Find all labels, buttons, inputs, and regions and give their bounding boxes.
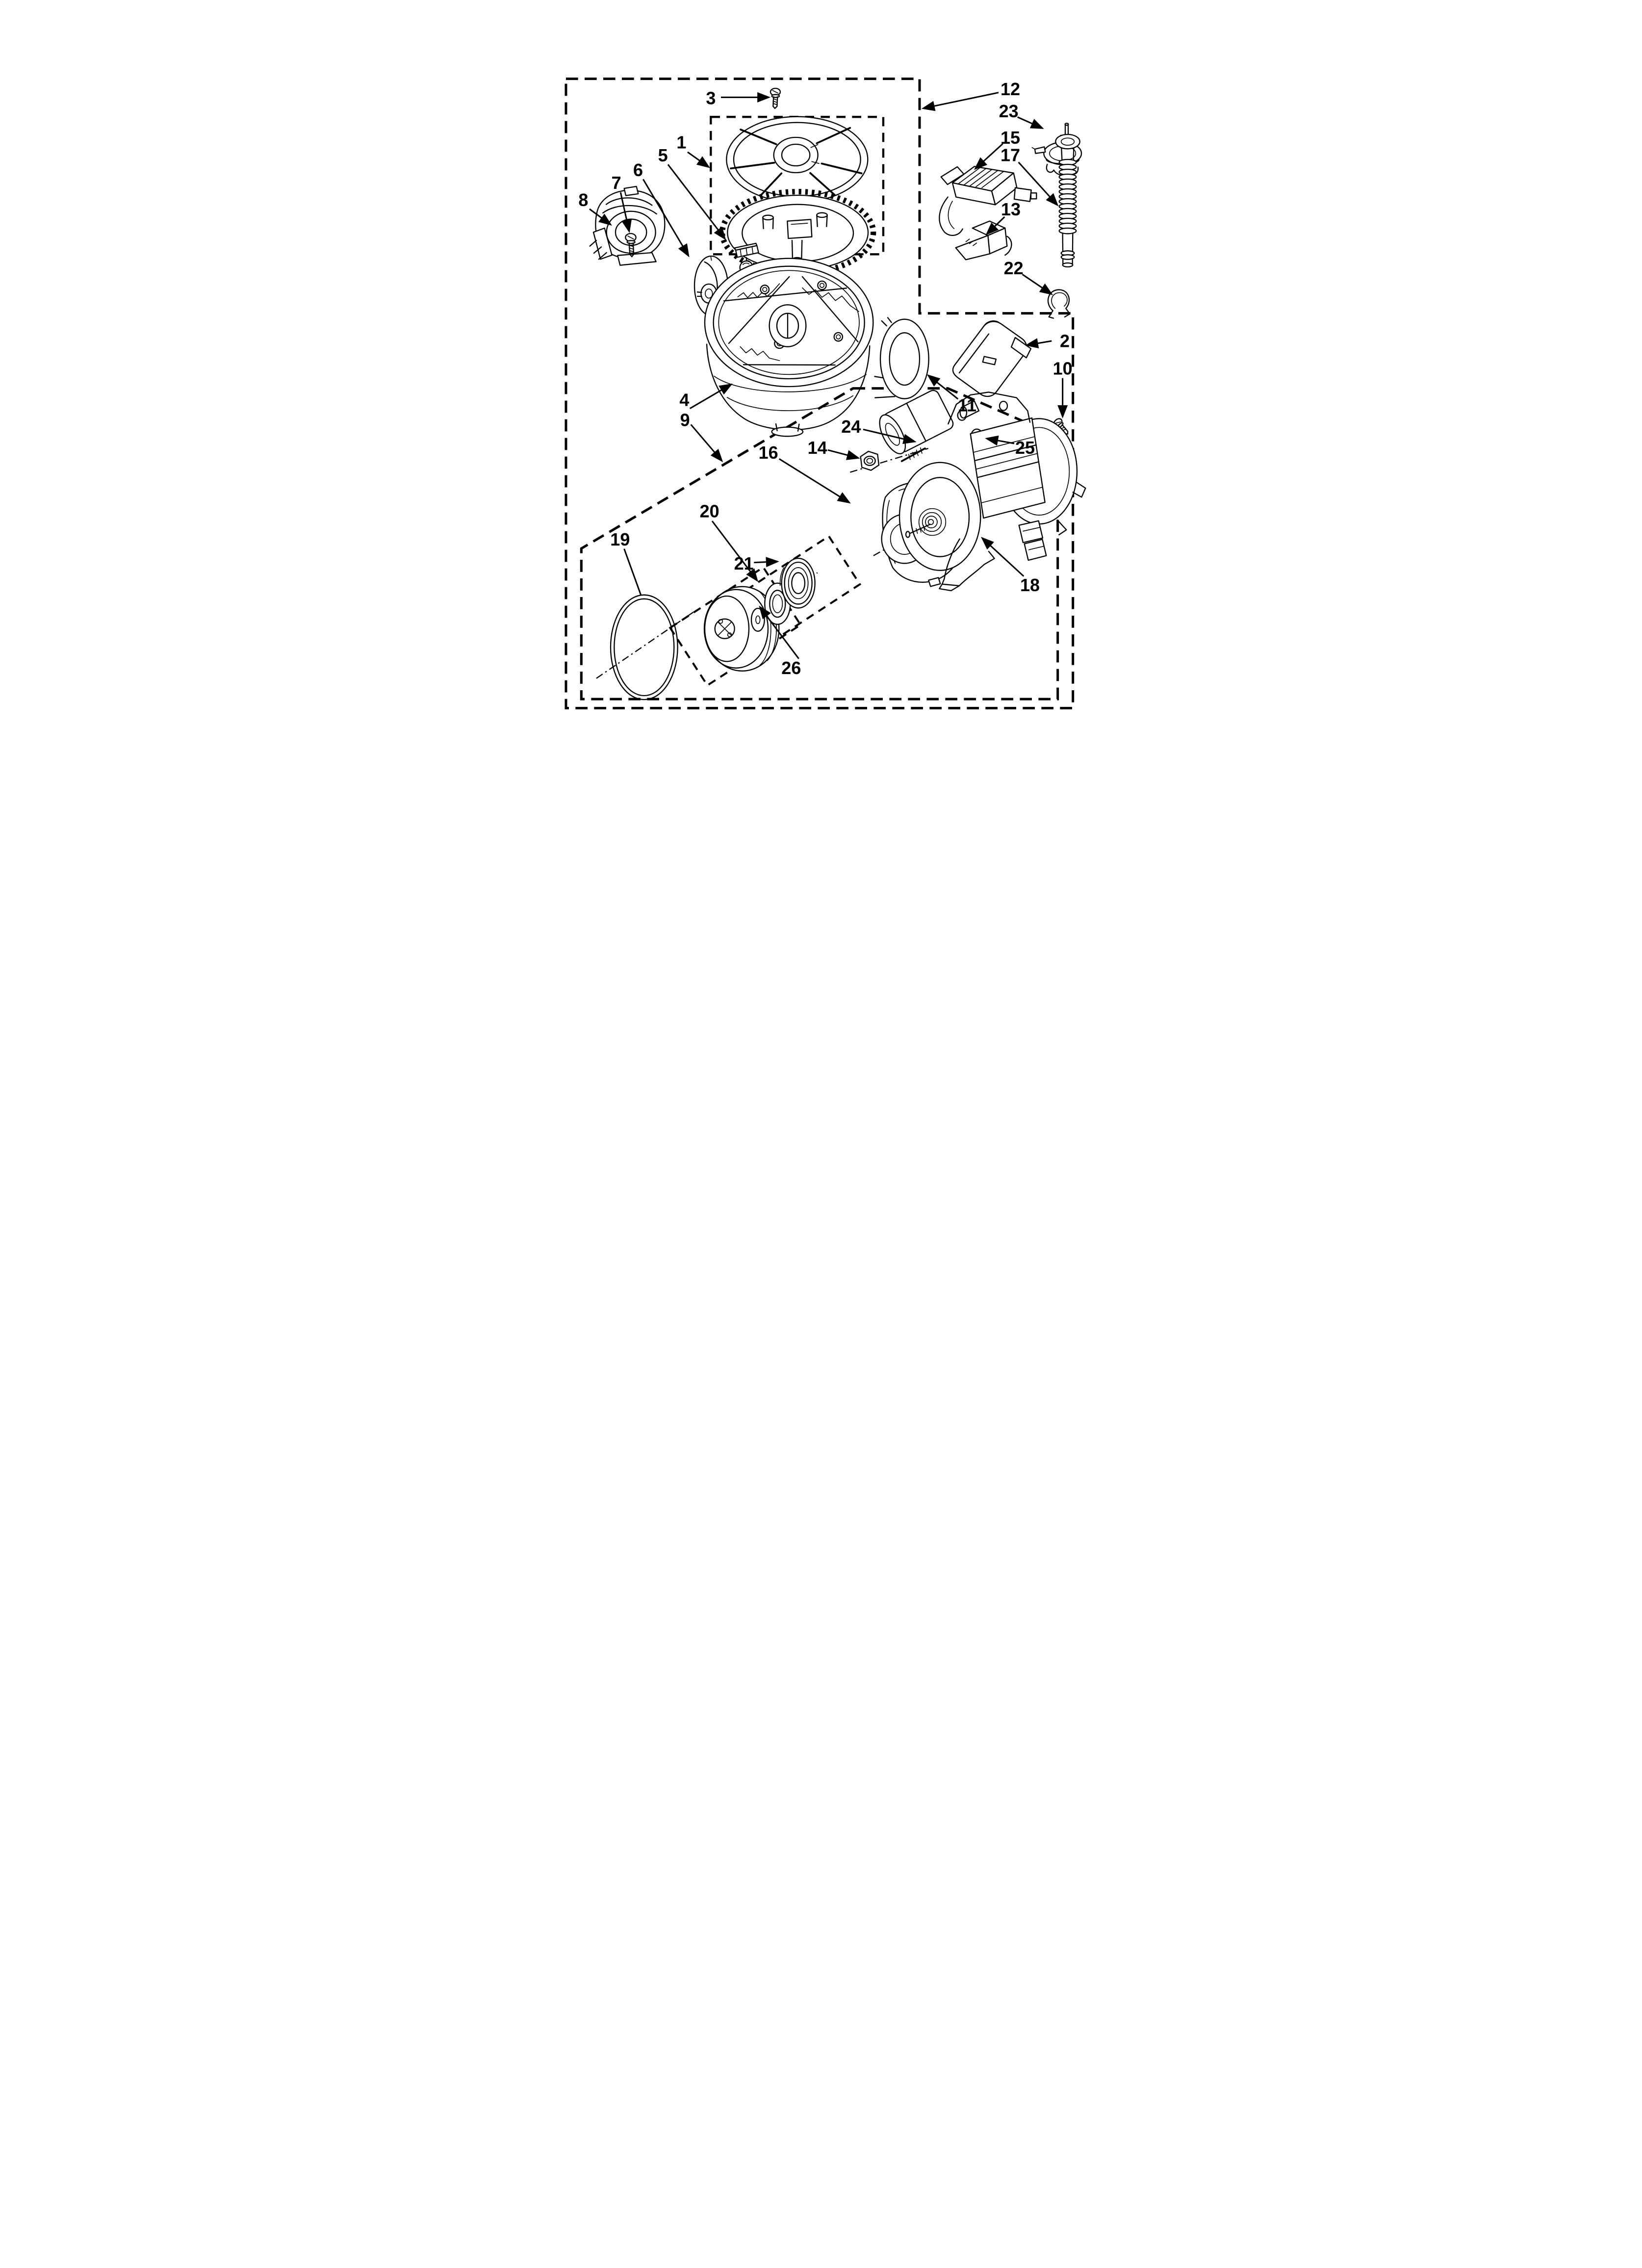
callout-leader-2 xyxy=(1027,341,1052,345)
callout-number-12: 12 xyxy=(1000,79,1021,100)
callout-leader-18 xyxy=(982,538,1024,576)
callout-leader-23 xyxy=(1018,117,1042,128)
part-19-gasket-ring xyxy=(611,595,678,700)
callout-number-18: 18 xyxy=(1020,575,1040,596)
callout-number-3: 3 xyxy=(706,88,716,108)
callout-number-8: 8 xyxy=(578,189,589,210)
callout-leader-12 xyxy=(924,93,999,108)
callout-number-9: 9 xyxy=(680,410,690,430)
part-13-bracket xyxy=(956,221,1012,260)
part-11-friction-washer xyxy=(880,317,929,403)
diagram-page xyxy=(547,0,1095,756)
callout-leader-19 xyxy=(624,549,641,595)
part-26-washer xyxy=(751,608,765,631)
callout-number-6: 6 xyxy=(633,160,643,181)
part-2-check-valve xyxy=(953,321,1031,396)
callout-number-4: 4 xyxy=(679,390,690,410)
callout-number-10: 10 xyxy=(1052,358,1073,379)
part-21-shaft-seals xyxy=(765,558,815,625)
callout-number-1: 1 xyxy=(676,132,687,153)
part-4-pump-housing xyxy=(705,259,908,437)
callout-number-25: 25 xyxy=(1015,438,1035,458)
callout-leader-14 xyxy=(828,450,858,458)
callout-leader-15 xyxy=(975,144,1002,168)
callout-leader-16 xyxy=(779,459,849,502)
callout-number-21: 21 xyxy=(734,553,754,574)
callout-number-17: 17 xyxy=(1000,145,1021,165)
callout-number-2: 2 xyxy=(1059,331,1070,351)
callout-number-16: 16 xyxy=(758,443,778,463)
callout-leader-5 xyxy=(668,164,725,238)
part-1-support-wheel xyxy=(726,117,868,203)
callout-number-5: 5 xyxy=(658,145,668,166)
callout-leader-4 xyxy=(690,385,731,409)
callout-number-14: 14 xyxy=(807,438,827,458)
callout-number-20: 20 xyxy=(699,501,719,521)
callout-leader-21 xyxy=(754,562,777,563)
part-24-capacitor xyxy=(874,389,955,458)
callout-leader-22 xyxy=(1023,274,1052,294)
callout-number-19: 19 xyxy=(610,529,630,549)
callout-number-13: 13 xyxy=(1001,199,1021,220)
callout-leader-1 xyxy=(688,152,708,167)
exploded-parts-diagram xyxy=(547,0,1095,756)
callout-number-24: 24 xyxy=(841,416,861,437)
callout-number-7: 7 xyxy=(611,173,621,193)
callout-number-15: 15 xyxy=(1000,127,1021,148)
part-14-nut xyxy=(861,451,879,470)
part-3-screw xyxy=(770,88,780,108)
callout-number-26: 26 xyxy=(781,658,801,678)
callout-number-11: 11 xyxy=(957,395,977,416)
callout-number-22: 22 xyxy=(1003,258,1024,279)
callout-number-23: 23 xyxy=(999,101,1019,122)
callout-leader-9 xyxy=(691,424,722,460)
